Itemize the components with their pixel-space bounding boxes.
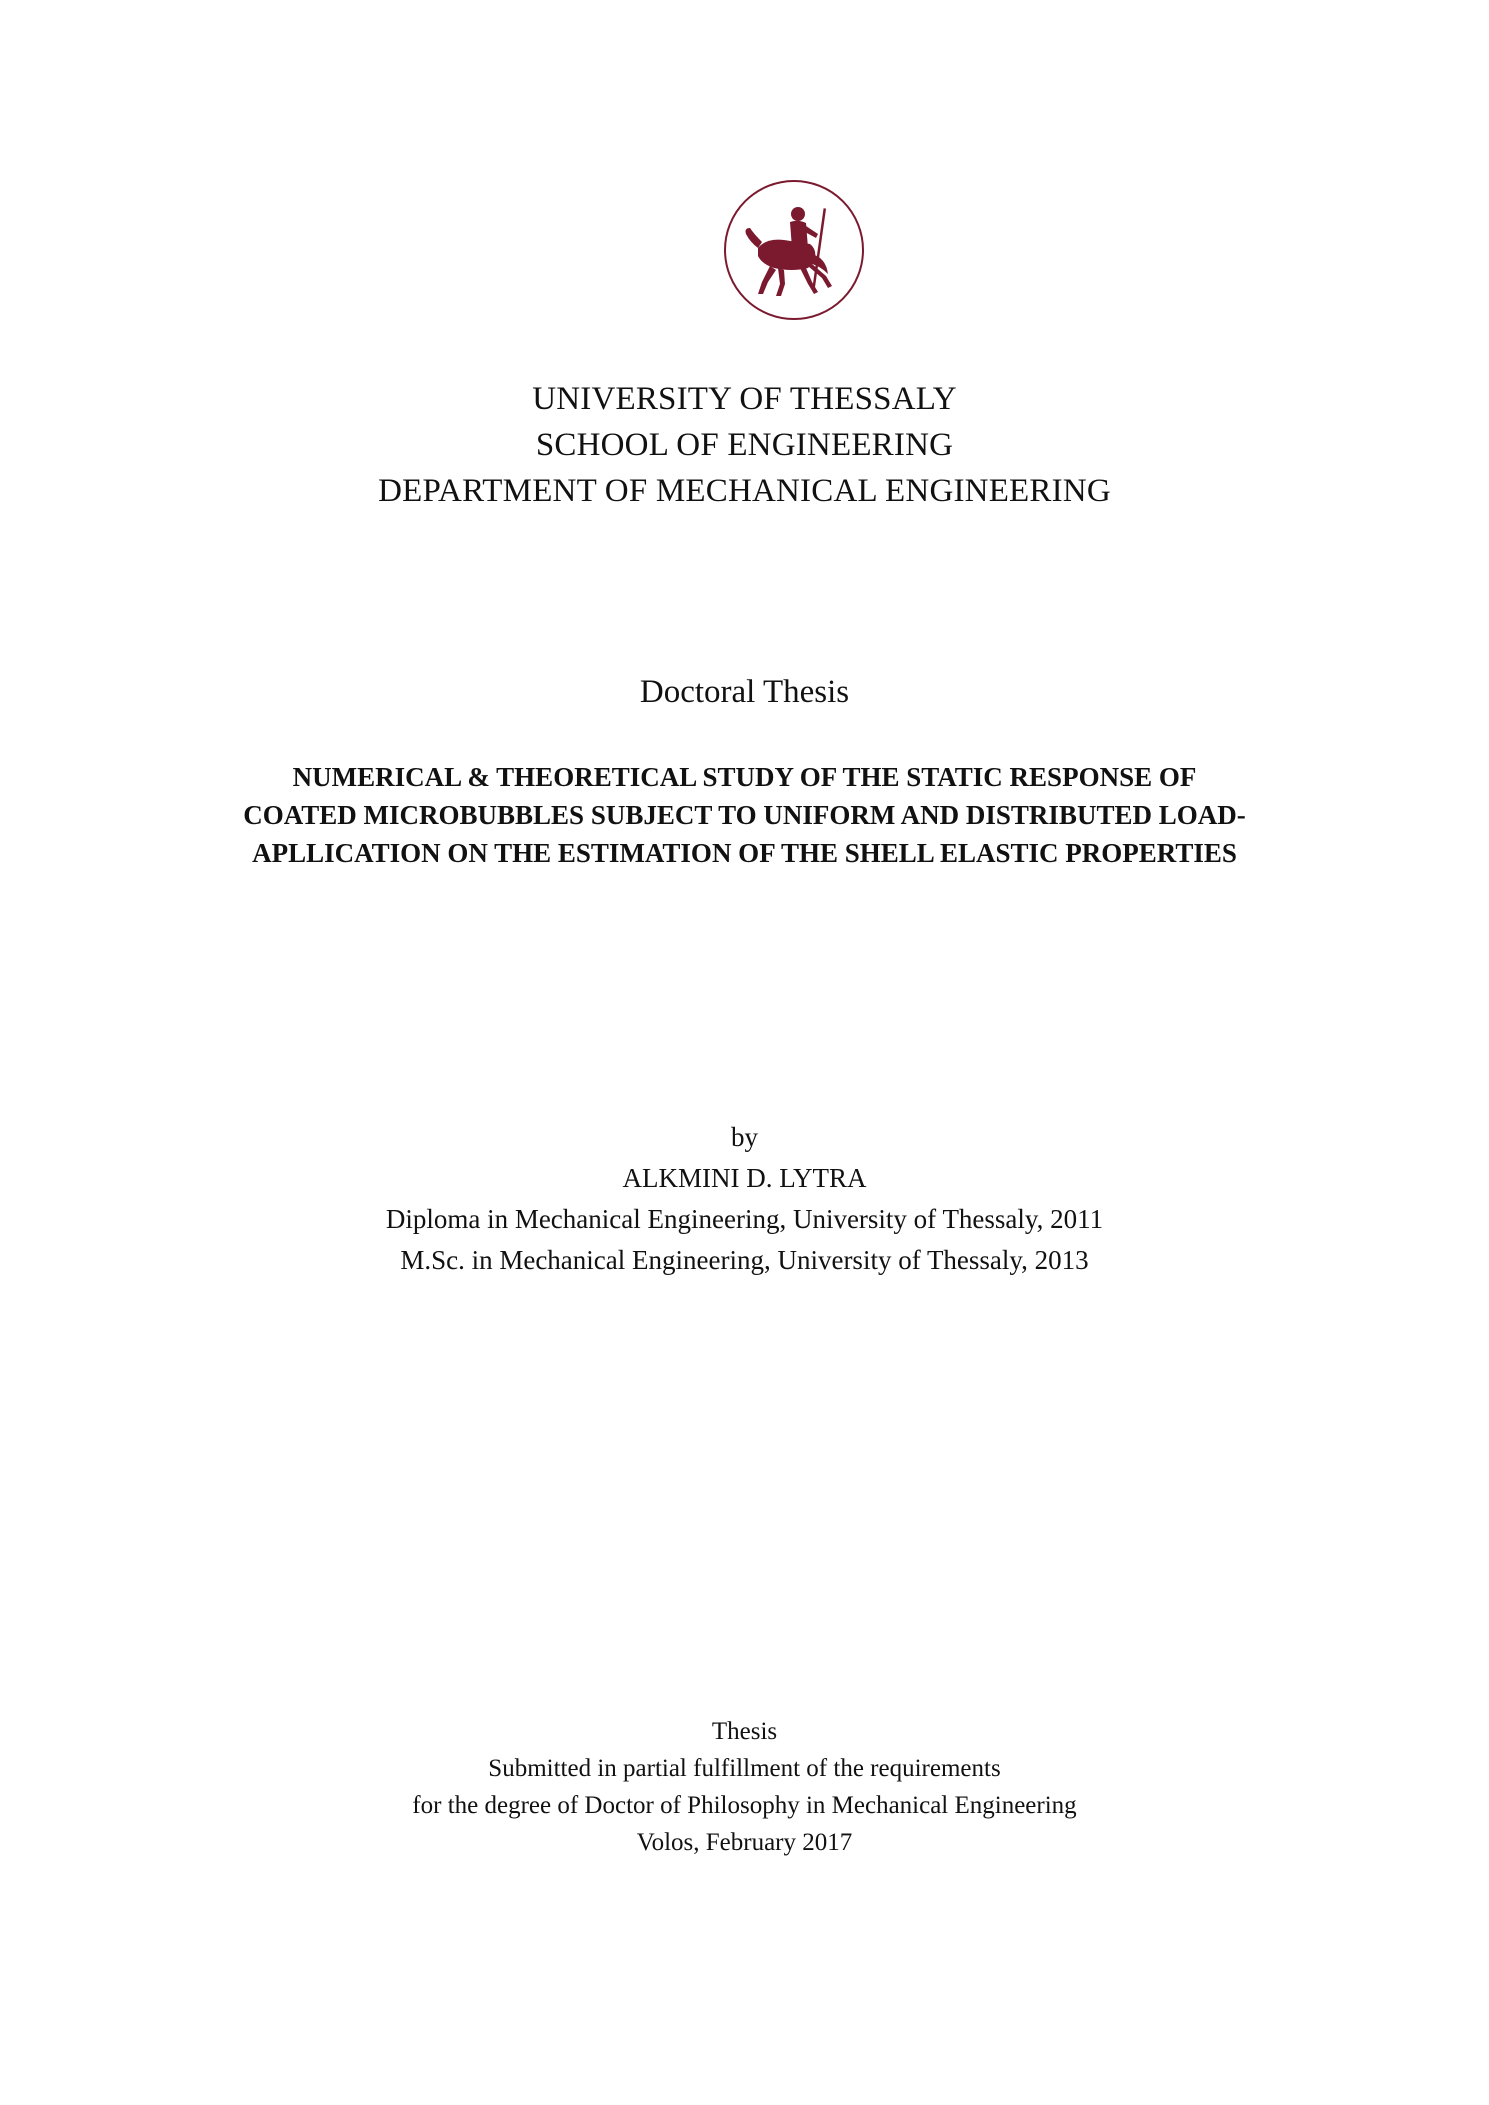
submission-statement: Submitted in partial fulfillment of the requirements xyxy=(488,1755,1001,1782)
thesis-title xyxy=(0,758,1489,872)
institution-header xyxy=(0,376,1489,514)
author-block xyxy=(0,1117,1489,1281)
author-name: ALKMINI D. LYTRA xyxy=(622,1163,867,1193)
thesis-title-line: APLLICATION ON THE ESTIMATION OF THE SHELL ELASTIC PROPERTIES xyxy=(252,838,1237,868)
university-name: UNIVERSITY OF THESSALY xyxy=(532,381,957,417)
school-name: SCHOOL OF ENGINEERING xyxy=(535,427,954,463)
centaur-seal-icon xyxy=(722,178,866,322)
submission-block xyxy=(0,1713,1489,1861)
author-degree: Diploma in Mechanical Engineering, University of Thessaly, 2011 xyxy=(385,1204,1104,1234)
thesis-title-line: COATED MICROBUBBLES SUBJECT TO UNIFORM AND DISTRIBUTED LOAD- xyxy=(243,800,1246,830)
department-name: DEPARTMENT OF MECHANICAL ENGINEERING xyxy=(378,473,1111,509)
by-label: by xyxy=(731,1122,758,1152)
thesis-title-line: NUMERICAL & THEORETICAL STUDY OF THE STATIC RESPONSE OF xyxy=(292,762,1197,792)
author-degree: M.Sc. in Mechanical Engineering, University of Thessaly, 2013 xyxy=(400,1245,1089,1275)
place-date: Volos, February 2017 xyxy=(636,1829,853,1856)
submission-label: Thesis xyxy=(711,1718,778,1745)
submission-statement: for the degree of Doctor of Philosophy in Mechanical Engineering xyxy=(412,1792,1077,1819)
document-type: Doctoral Thesis xyxy=(639,674,850,710)
